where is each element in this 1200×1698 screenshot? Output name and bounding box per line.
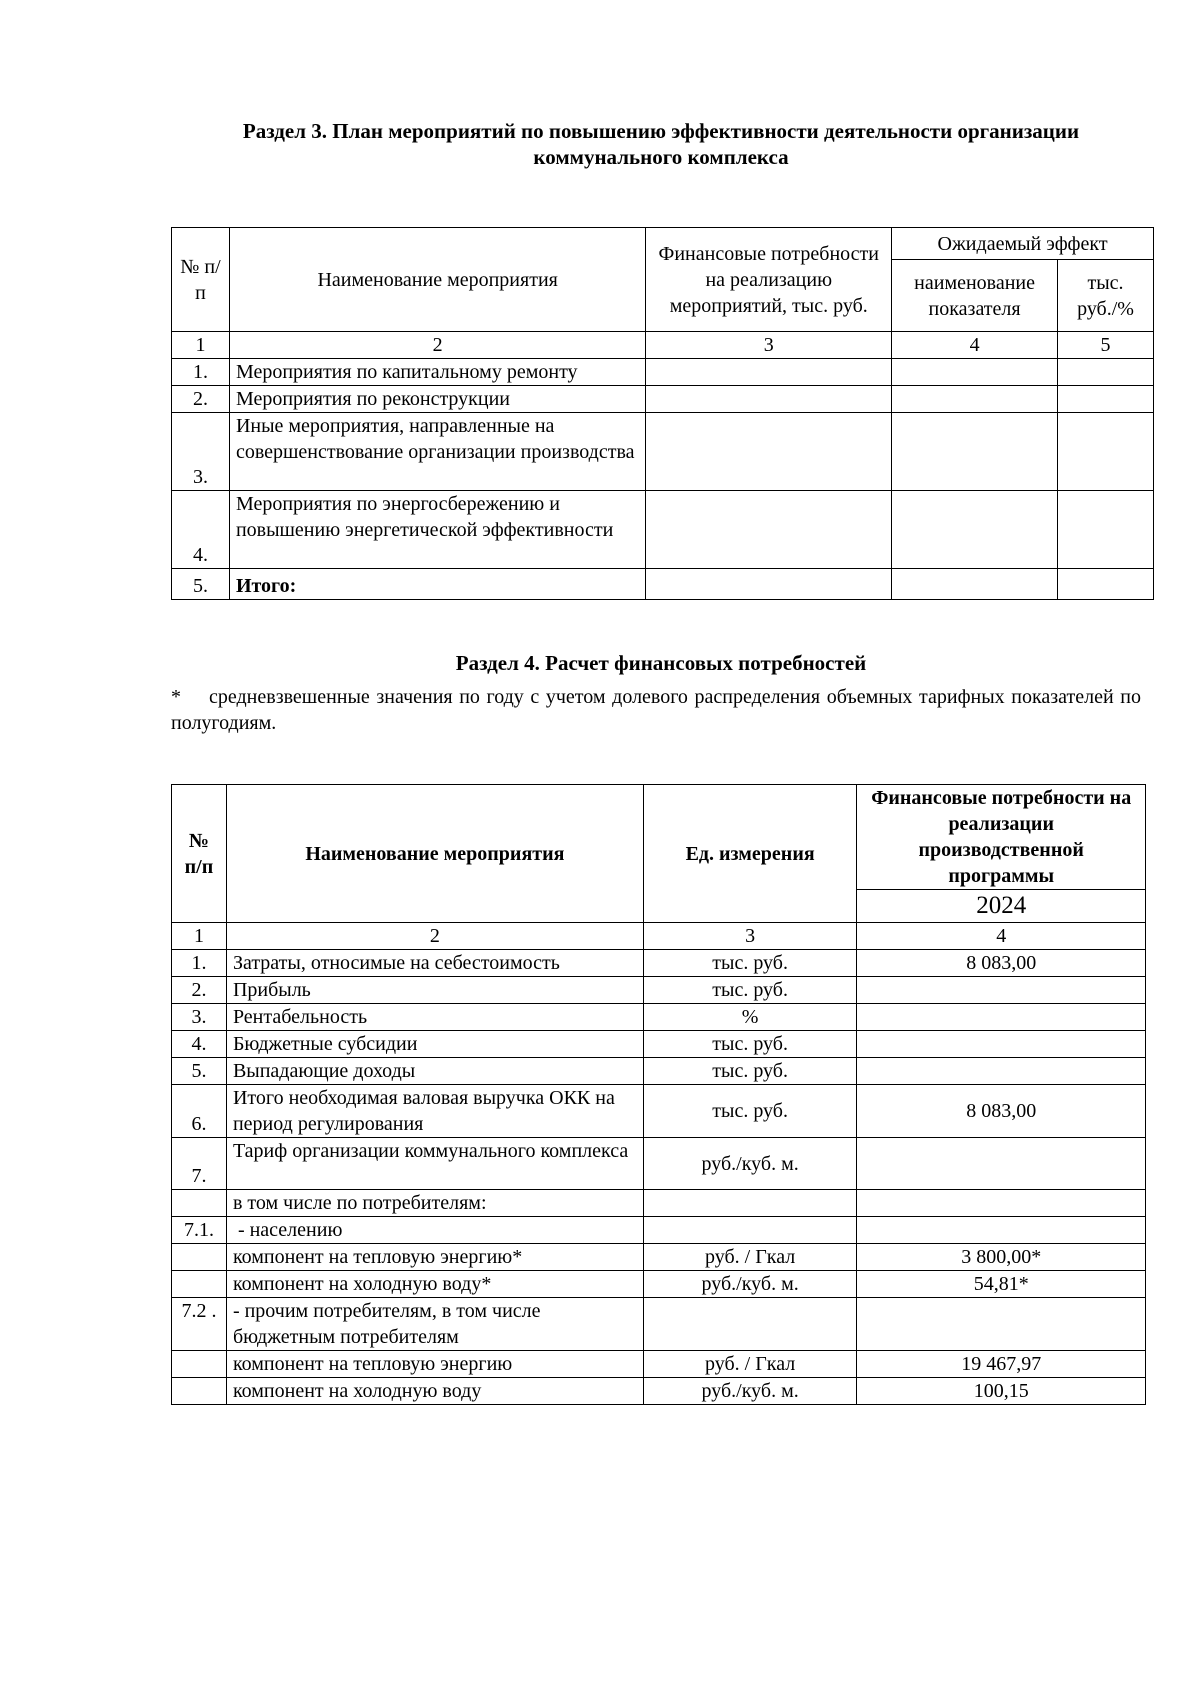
row-name: Иные мероприятия, направленные на совершенствование организации производства	[229, 413, 645, 491]
activities-plan-table	[171, 227, 1154, 600]
table-row	[172, 1138, 1146, 1190]
table-row	[172, 1031, 1146, 1058]
col-number: 4	[892, 332, 1058, 359]
row-value: 19 467,97	[857, 1351, 1146, 1378]
row-unit: тыс. руб.	[643, 1085, 857, 1138]
row-finance	[646, 413, 892, 491]
section3-title-line2: коммунального комплекса	[533, 145, 789, 169]
row-value: 8 083,00	[857, 1085, 1146, 1138]
table-row	[172, 977, 1146, 1004]
header-num: № п/п	[172, 228, 230, 332]
header-effect: Ожидаемый эффект	[892, 228, 1154, 260]
row-num: 1.	[172, 359, 230, 386]
table-row	[172, 1378, 1146, 1405]
row-name: компонент на тепловую энергию*	[226, 1244, 643, 1271]
row-unit	[1058, 386, 1154, 413]
table-row	[172, 1351, 1146, 1378]
row-name: Затраты, относимые на себестоимость	[226, 950, 643, 977]
row-unit	[643, 1190, 857, 1217]
row-finance	[646, 569, 892, 600]
row-indicator	[892, 413, 1058, 491]
table-row	[172, 413, 1154, 491]
table-header-row	[172, 228, 1154, 260]
table-row	[172, 386, 1154, 413]
row-name: компонент на тепловую энергию	[226, 1351, 643, 1378]
row-name: Тариф организации коммунального комплекса	[226, 1138, 643, 1190]
header-unit: Ед. измерения	[643, 785, 857, 923]
header-name: Наименование мероприятия	[226, 785, 643, 923]
header-unit: тыс. руб./%	[1058, 260, 1154, 332]
row-num: 7.2 .	[172, 1298, 227, 1351]
header-year: 2024	[857, 890, 1146, 923]
row-value	[857, 977, 1146, 1004]
section4-title: Раздел 4. Расчет финансовых потребностей	[455, 651, 867, 675]
row-value	[857, 1058, 1146, 1085]
table-row	[172, 491, 1154, 569]
row-num: 3.	[172, 413, 230, 491]
row-unit	[1058, 359, 1154, 386]
row-unit: руб./куб. м.	[643, 1378, 857, 1405]
header-finance: Финансовые потребности на реализацию мероприятий, тыс. руб.	[646, 228, 892, 332]
section3-title	[171, 118, 1151, 170]
column-numbers-row	[172, 332, 1154, 359]
row-indicator	[892, 386, 1058, 413]
financial-needs-table	[171, 784, 1146, 1405]
row-num	[172, 1190, 227, 1217]
row-unit	[1058, 491, 1154, 569]
row-unit: руб./куб. м.	[643, 1138, 857, 1190]
col-number: 1	[172, 923, 227, 950]
row-name: Бюджетные субсидии	[226, 1031, 643, 1058]
row-num: 4.	[172, 491, 230, 569]
row-num: 2.	[172, 977, 227, 1004]
row-name: Прибыль	[226, 977, 643, 1004]
row-indicator	[892, 359, 1058, 386]
row-unit: тыс. руб.	[643, 950, 857, 977]
row-unit: руб./куб. м.	[643, 1271, 857, 1298]
row-unit	[643, 1298, 857, 1351]
col-number: 4	[857, 923, 1146, 950]
row-num: 1.	[172, 950, 227, 977]
row-num: 7.1.	[172, 1217, 227, 1244]
row-indicator	[892, 491, 1058, 569]
row-unit: тыс. руб.	[643, 1058, 857, 1085]
table-row	[172, 950, 1146, 977]
row-value: 54,81*	[857, 1271, 1146, 1298]
row-name: Мероприятия по энергосбережению и повышению энергетической эффективности	[229, 491, 645, 569]
row-unit	[1058, 569, 1154, 600]
table-row	[172, 1190, 1146, 1217]
row-name: Итого:	[229, 569, 645, 600]
header-indicator: наименование показателя	[892, 260, 1058, 332]
table-row	[172, 1298, 1146, 1351]
row-num: 7.	[172, 1138, 227, 1190]
row-num	[172, 1351, 227, 1378]
row-unit: руб. / Гкал	[643, 1244, 857, 1271]
row-name: Рентабельность	[226, 1004, 643, 1031]
row-num: 3.	[172, 1004, 227, 1031]
row-indicator	[892, 569, 1058, 600]
table-row	[172, 1271, 1146, 1298]
row-unit: тыс. руб.	[643, 977, 857, 1004]
row-finance	[646, 491, 892, 569]
row-finance	[646, 359, 892, 386]
footnote	[171, 684, 1141, 736]
table-row	[172, 359, 1154, 386]
col-number: 3	[646, 332, 892, 359]
table-row	[172, 1217, 1146, 1244]
row-value: 100,15	[857, 1378, 1146, 1405]
row-name: Выпадающие доходы	[226, 1058, 643, 1085]
col-number: 5	[1058, 332, 1154, 359]
row-unit: тыс. руб.	[643, 1031, 857, 1058]
row-num	[172, 1378, 227, 1405]
row-value	[857, 1298, 1146, 1351]
table-row-total	[172, 569, 1154, 600]
column-numbers-row	[172, 923, 1146, 950]
row-num: 2.	[172, 386, 230, 413]
col-number: 2	[226, 923, 643, 950]
row-value	[857, 1004, 1146, 1031]
header-name: Наименование мероприятия	[229, 228, 645, 332]
table-row	[172, 1058, 1146, 1085]
row-name: Итого необходимая валовая выручка ОКК на период регулирования	[226, 1085, 643, 1138]
row-value	[857, 1190, 1146, 1217]
header-num: № п/п	[172, 785, 227, 923]
col-number: 3	[643, 923, 857, 950]
row-name: компонент на холодную воду	[226, 1378, 643, 1405]
row-num: 5.	[172, 1058, 227, 1085]
row-name: Мероприятия по реконструкции	[229, 386, 645, 413]
table-row	[172, 1244, 1146, 1271]
row-value: 8 083,00	[857, 950, 1146, 977]
table-row	[172, 1004, 1146, 1031]
row-name: - населению	[226, 1217, 643, 1244]
row-num	[172, 1271, 227, 1298]
row-name: - прочим потребителям, в том числе бюджетным потребителям	[226, 1298, 643, 1351]
section3-title-line1: Раздел 3. План мероприятий по повышению эффективности деятельности организации	[242, 119, 1080, 143]
row-value	[857, 1138, 1146, 1190]
row-unit	[643, 1217, 857, 1244]
row-name: компонент на холодную воду*	[226, 1271, 643, 1298]
row-value	[857, 1031, 1146, 1058]
row-value: 3 800,00*	[857, 1244, 1146, 1271]
row-num: 4.	[172, 1031, 227, 1058]
row-name: в том числе по потребителям:	[226, 1190, 643, 1217]
header-finance: Финансовые потребности на реализации производственной программы	[857, 785, 1146, 890]
row-num: 6.	[172, 1085, 227, 1138]
row-unit: %	[643, 1004, 857, 1031]
row-name: Мероприятия по капитальному ремонту	[229, 359, 645, 386]
row-value	[857, 1217, 1146, 1244]
row-num	[172, 1244, 227, 1271]
footnote-star: *	[171, 686, 181, 708]
row-finance	[646, 386, 892, 413]
table-row	[172, 1085, 1146, 1138]
footnote-text: средневзвешенные значения по году с учетом долевого распределения объемных тарифных показателей по полугодиям.	[171, 686, 1141, 734]
table-header-row	[172, 785, 1146, 890]
row-num: 5.	[172, 569, 230, 600]
row-unit: руб. / Гкал	[643, 1351, 857, 1378]
row-unit	[1058, 413, 1154, 491]
col-number: 2	[229, 332, 645, 359]
col-number: 1	[172, 332, 230, 359]
